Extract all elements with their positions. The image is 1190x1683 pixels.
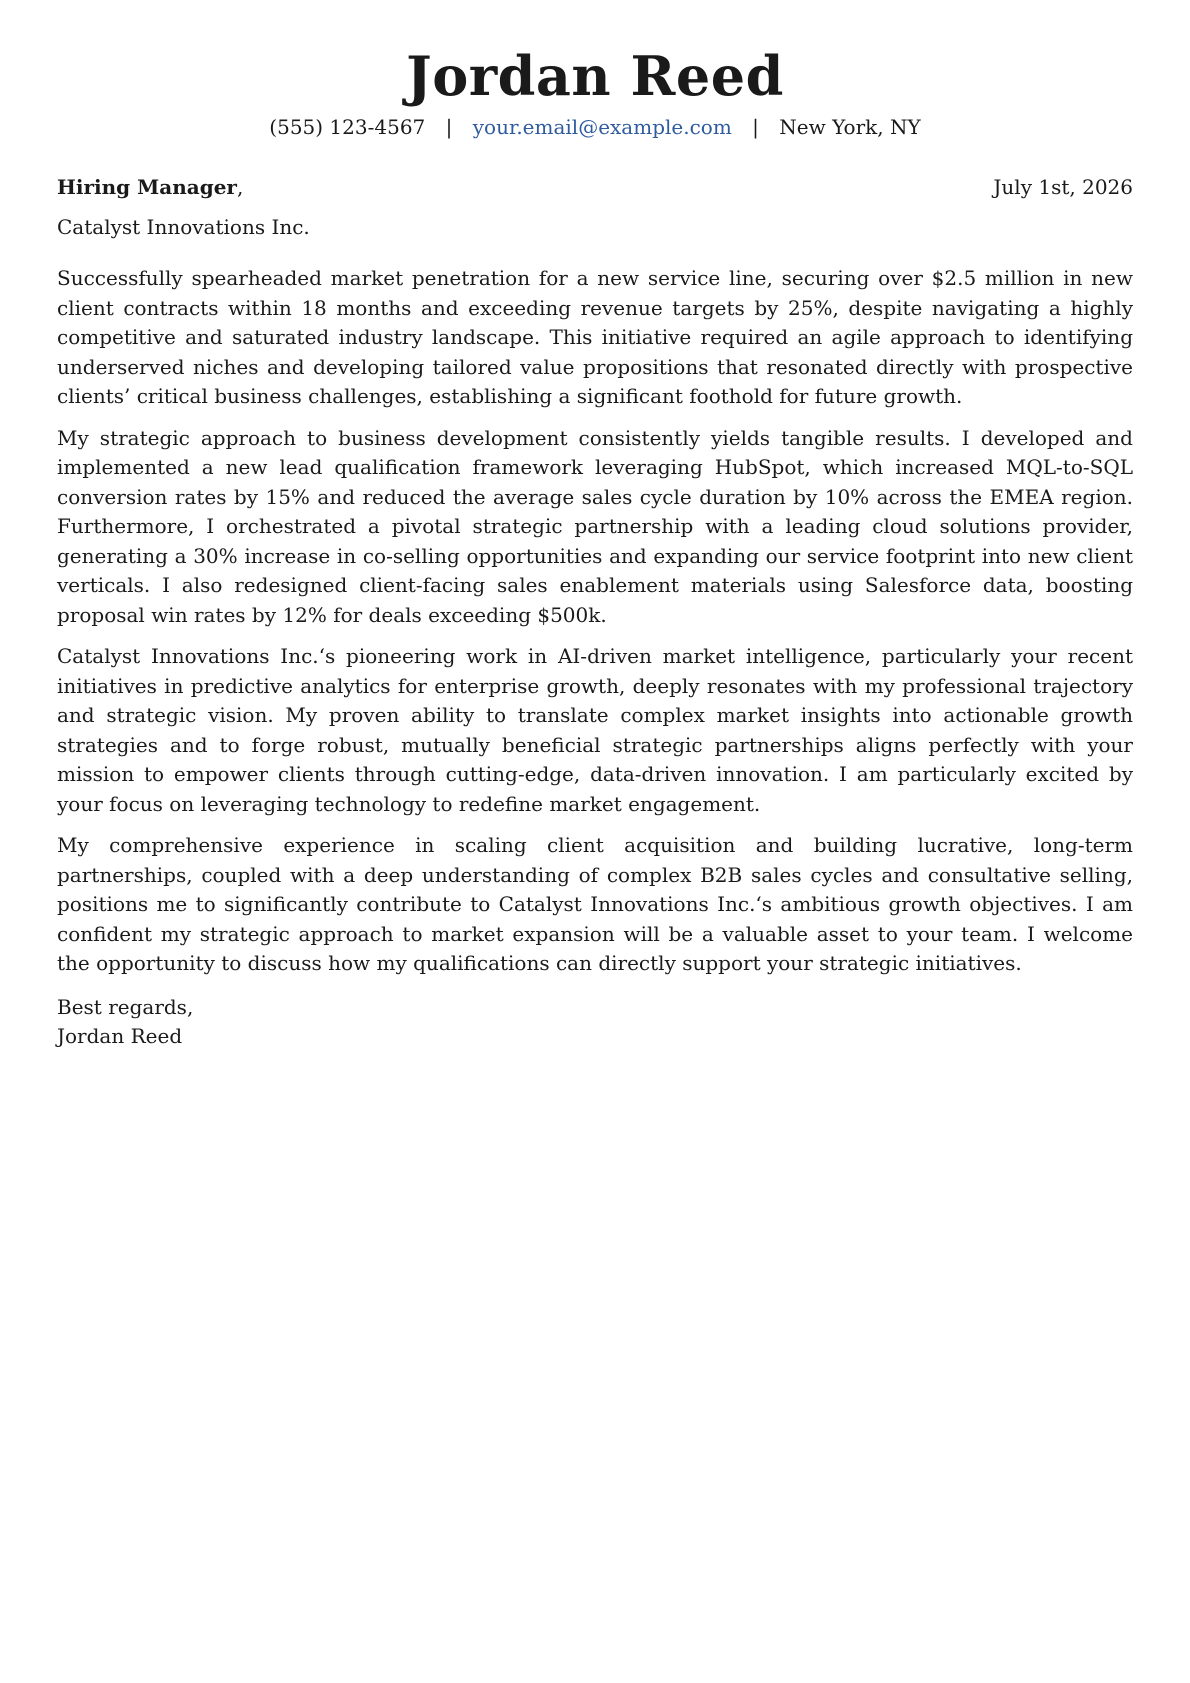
- body-paragraph: My comprehensive experience in scaling client acquisition and building lucrative, long-term partnerships, coupled with a deep understanding of complex B2B sales cycles and consultative selling, positions me to significantly contribute to Catalyst Innovations Inc.‘s ambitious growth objectives. I am confident my strategic approach to market expansion will be a valuable asset to your team. I welcome the opportunity to discuss how my qualifications can directly support your strategic initiatives.: [57, 833, 1133, 975]
- recipient: [57, 172, 243, 202]
- company-name: Catalyst Innovations Inc.: [57, 215, 310, 239]
- contact-separator: |: [752, 115, 759, 139]
- closing-block: [57, 993, 1133, 1052]
- address-row: [57, 172, 1133, 202]
- letter-body: [57, 264, 1133, 979]
- applicant-name: Jordan Reed: [406, 44, 784, 108]
- body-paragraph: Catalyst Innovations Inc.‘s pioneering work in AI-driven market intelligence, particularly your recent initiatives in predictive analytics for enterprise growth, deeply resonates with my professional trajectory and strategic vision. My proven ability to translate complex market insights into actionable growth strategies and to forge robust, mutually beneficial strategic partnerships aligns perfectly with your mission to empower clients through cutting-edge, data-driven innovation. I am particularly excited by your focus on leveraging technology to redefine market engagement.: [57, 644, 1133, 816]
- contact-line: [57, 112, 1133, 142]
- location: New York, NY: [779, 115, 921, 139]
- phone-number: (555) 123-4567: [269, 115, 426, 139]
- letter-date: July 1st, 2026: [993, 175, 1133, 199]
- recipient-comma: ,: [236, 175, 244, 199]
- signature: Jordan Reed: [57, 1024, 183, 1048]
- body-paragraph: My strategic approach to business development consistently yields tangible results. I developed and implemented a new lead qualification framework leveraging HubSpot, which increased MQL-to-SQL conversion rates by 15% and reduced the average sales cycle duration by 10% across the EMEA region. Furthermore, I orchestrated a pivotal strategic partnership with a leading cloud solutions provider, generating a 30% increase in co-selling opportunities and expanding our service footprint into new client verticals. I also redesigned client-facing sales enablement materials using Salesforce data, boosting proposal win rates by 12% for deals exceeding $500k.: [57, 425, 1133, 627]
- body-paragraph: Successfully spearheaded market penetration for a new service line, securing over $2.5 million in new client contracts within 18 months and exceeding revenue targets by 25%, despite navigating a highly competitive and saturated industry landscape. This initiative required an agile approach to identifying underserved niches and developing tailored value propositions that resonated directly with prospective clients’ critical business challenges, establishing a significant foothold for future growth.: [57, 266, 1133, 408]
- contact-separator: |: [445, 115, 453, 139]
- closing-phrase: Best regards,: [57, 994, 194, 1019]
- cover-letter-page: [57, 40, 1133, 1052]
- recipient-name: Hiring Manager: [57, 175, 237, 199]
- email-link[interactable]: your.email@example.com: [472, 115, 732, 139]
